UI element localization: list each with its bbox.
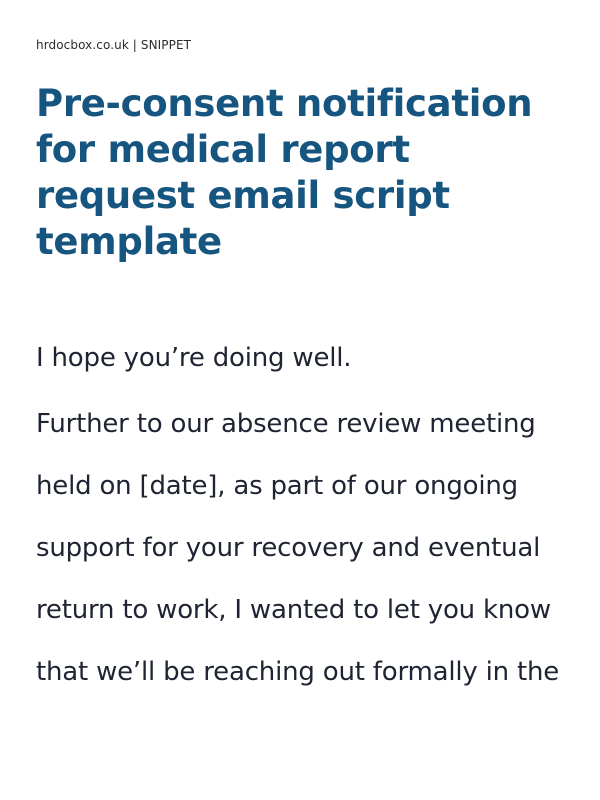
body-paragraph: Further to our absence review meeting held on [date], as part of our ongoing support for your recovery and eventual return to work, I wanted to let you know that we’ll be reaching out formally in the: [36, 409, 560, 687]
source-label: hrdocbox.co.uk | SNIPPET: [36, 38, 192, 52]
document-title: Pre-consent notification for medical report request email script template: [36, 82, 533, 263]
document-body: [36, 331, 564, 703]
greeting-paragraph: I hope you’re doing well.: [36, 343, 352, 373]
